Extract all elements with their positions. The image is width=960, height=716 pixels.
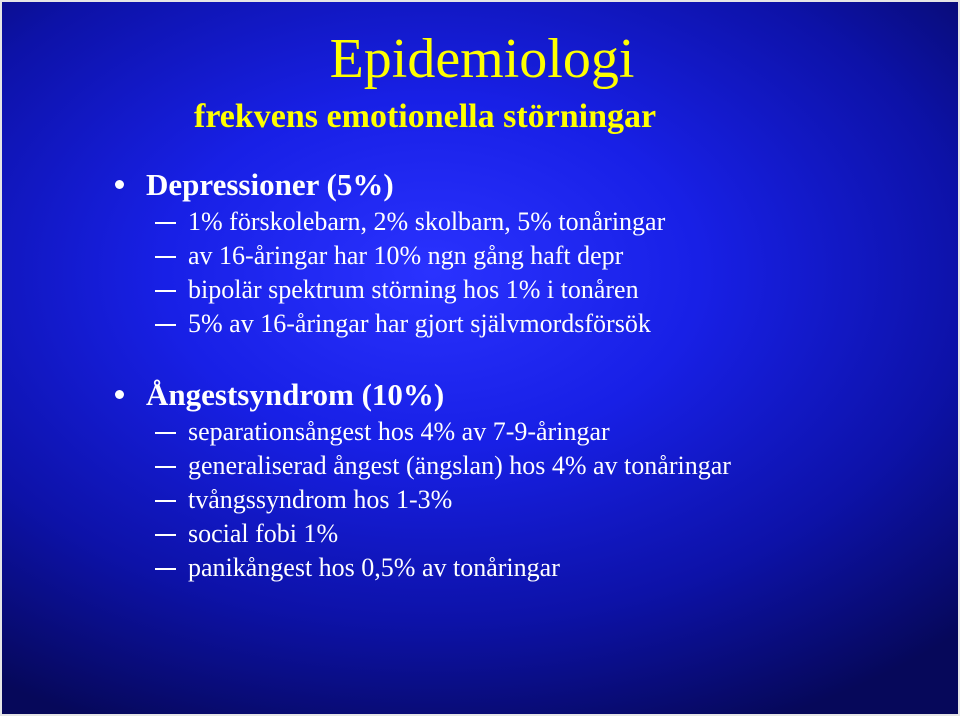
section-angestsyndrom — [2, 375, 960, 585]
slide-subtitle: frekvens emotionella störningar — [194, 98, 657, 135]
sub-item-text: tvångssyndrom hos 1-3% — [188, 485, 453, 514]
dash-icon — [155, 568, 176, 570]
section-heading: Depressioner (5%) — [146, 167, 394, 202]
dash-icon — [155, 222, 176, 224]
dash-icon — [155, 324, 176, 326]
sub-item — [2, 517, 960, 551]
sub-item — [2, 239, 960, 273]
dash-icon — [155, 534, 176, 536]
sub-item-text: social fobi 1% — [188, 519, 339, 548]
dash-icon — [155, 256, 176, 258]
dash-icon — [155, 290, 176, 292]
sub-item-text: 5% av 16-åringar har gjort självmordsförsök — [188, 309, 651, 338]
sub-item — [2, 415, 960, 449]
sub-item — [2, 551, 960, 585]
sub-item — [2, 273, 960, 307]
sub-item-text: generaliserad ångest (ängslan) hos 4% av tonåringar — [188, 451, 731, 480]
sub-item-text: av 16-åringar har 10% ngn gång haft depr — [188, 241, 624, 270]
sub-item-text: 1% förskolebarn, 2% skolbarn, 5% tonåringar — [188, 207, 666, 236]
dash-icon — [155, 500, 176, 502]
dash-icon — [155, 466, 176, 468]
sub-item-text: panikångest hos 0,5% av tonåringar — [188, 553, 560, 582]
bullet-icon — [115, 390, 124, 399]
sub-item-text: separationsångest hos 4% av 7-9-åringar — [188, 417, 610, 446]
bullet-item — [2, 375, 960, 415]
bullet-item — [2, 165, 960, 205]
sub-item — [2, 307, 960, 341]
sub-item — [2, 205, 960, 239]
dash-icon — [155, 432, 176, 434]
section-depressioner — [2, 165, 960, 341]
sub-item-text: bipolär spektrum störning hos 1% i tonåren — [188, 275, 639, 304]
sub-item — [2, 483, 960, 517]
sub-item — [2, 449, 960, 483]
section-heading: Ångestsyndrom (10%) — [146, 377, 445, 412]
slide-title: Epidemiologi — [329, 28, 635, 90]
bullet-icon — [115, 180, 124, 189]
